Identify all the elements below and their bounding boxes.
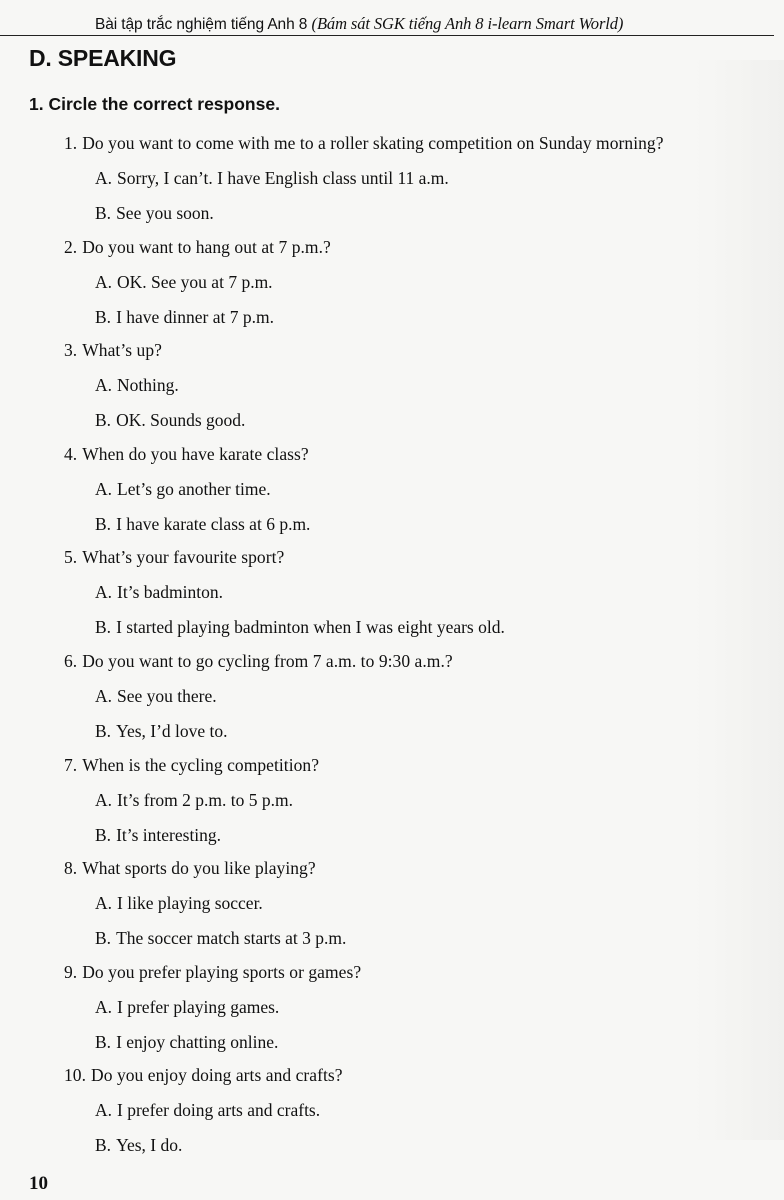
option-a[interactable] <box>95 686 217 707</box>
question-number: 10. <box>64 1065 87 1085</box>
option-text: Sorry, I can’t. I have English class until 11 a.m. <box>117 168 449 188</box>
option-letter: A. <box>95 790 113 810</box>
option-b[interactable] <box>95 203 214 224</box>
question-number: 4. <box>64 444 78 464</box>
option-letter: A. <box>95 479 113 499</box>
question-item <box>0 340 784 436</box>
question-number: 1. <box>64 133 78 153</box>
question-text <box>64 444 309 465</box>
question-number: 7. <box>64 755 78 775</box>
option-letter: B. <box>95 514 112 534</box>
question-text <box>64 547 284 568</box>
option-letter: B. <box>95 928 112 948</box>
page-header <box>0 0 784 36</box>
question-text <box>64 1065 343 1086</box>
option-b[interactable] <box>95 928 346 949</box>
option-letter: A. <box>95 893 113 913</box>
question-item <box>0 133 784 229</box>
option-text: It’s interesting. <box>116 825 222 845</box>
option-text: Yes, I do. <box>116 1135 183 1155</box>
option-b[interactable] <box>95 617 505 638</box>
option-letter: B. <box>95 721 112 741</box>
option-text: I have karate class at 6 p.m. <box>116 514 311 534</box>
question-prompt: Do you want to go cycling from 7 a.m. to 9:30 a.m.? <box>82 651 453 671</box>
option-letter: B. <box>95 203 112 223</box>
question-item <box>0 962 784 1058</box>
option-text: I have dinner at 7 p.m. <box>116 307 274 327</box>
question-item <box>0 755 784 851</box>
question-text <box>64 133 664 154</box>
book-subtitle: (Bám sát SGK tiếng Anh 8 i-learn Smart World) <box>311 14 624 33</box>
question-prompt: What’s your favourite sport? <box>82 547 285 567</box>
option-text: I enjoy chatting online. <box>116 1032 279 1052</box>
option-text: I prefer doing arts and crafts. <box>117 1100 321 1120</box>
option-a[interactable] <box>95 479 271 500</box>
section-title: D. SPEAKING <box>29 45 177 71</box>
option-letter: A. <box>95 582 113 602</box>
question-number: 2. <box>64 237 78 257</box>
question-item <box>0 547 784 643</box>
option-text: I like playing soccer. <box>117 893 263 913</box>
question-prompt: Do you want to hang out at 7 p.m.? <box>82 237 331 257</box>
option-text: See you there. <box>117 686 217 706</box>
header-title <box>95 14 784 34</box>
option-a[interactable] <box>95 790 293 811</box>
book-title: Bài tập trắc nghiệm tiếng Anh 8 <box>95 16 308 33</box>
option-text: Yes, I’d love to. <box>116 721 228 741</box>
option-text: Let’s go another time. <box>117 479 271 499</box>
question-number: 3. <box>64 340 78 360</box>
option-letter: A. <box>95 272 113 292</box>
option-text: The soccer match starts at 3 p.m. <box>116 928 347 948</box>
option-text: It’s from 2 p.m. to 5 p.m. <box>117 790 293 810</box>
option-letter: B. <box>95 1032 112 1052</box>
question-prompt: Do you prefer playing sports or games? <box>82 962 362 982</box>
option-b[interactable] <box>95 825 221 846</box>
option-letter: A. <box>95 686 113 706</box>
option-letter: B. <box>95 617 112 637</box>
option-text: OK. See you at 7 p.m. <box>117 272 273 292</box>
question-text <box>64 755 319 776</box>
option-b[interactable] <box>95 1032 278 1053</box>
option-b[interactable] <box>95 721 228 742</box>
option-b[interactable] <box>95 1135 182 1156</box>
option-letter: A. <box>95 1100 113 1120</box>
question-item <box>0 444 784 540</box>
option-text: I started playing badminton when I was eight years old. <box>116 617 505 637</box>
question-prompt: When is the cycling competition? <box>82 755 320 775</box>
question-item <box>0 858 784 954</box>
option-letter: A. <box>95 168 113 188</box>
question-number: 6. <box>64 651 78 671</box>
question-text <box>64 858 316 879</box>
option-a[interactable] <box>95 582 223 603</box>
question-number: 5. <box>64 547 78 567</box>
question-text <box>64 962 361 983</box>
option-b[interactable] <box>95 307 274 328</box>
option-b[interactable] <box>95 514 310 535</box>
option-letter: A. <box>95 375 113 395</box>
exercise-title: 1. Circle the correct response. <box>29 94 280 114</box>
option-text: OK. Sounds good. <box>116 410 246 430</box>
question-prompt: Do you enjoy doing arts and crafts? <box>91 1065 343 1085</box>
question-item <box>0 237 784 333</box>
option-text: It’s badminton. <box>117 582 223 602</box>
option-a[interactable] <box>95 272 273 293</box>
question-number: 9. <box>64 962 78 982</box>
question-text <box>64 651 453 672</box>
question-prompt: What sports do you like playing? <box>82 858 316 878</box>
option-a[interactable] <box>95 168 449 189</box>
question-item <box>0 651 784 747</box>
question-prompt: When do you have karate class? <box>82 444 309 464</box>
option-letter: B. <box>95 1135 112 1155</box>
option-letter: B. <box>95 410 112 430</box>
question-text <box>64 237 331 258</box>
option-a[interactable] <box>95 375 179 396</box>
header-divider <box>0 35 774 36</box>
option-a[interactable] <box>95 1100 320 1121</box>
question-prompt: Do you want to come with me to a roller skating competition on Sunday morning? <box>82 133 664 153</box>
option-text: I prefer playing games. <box>117 997 280 1017</box>
option-b[interactable] <box>95 410 245 431</box>
option-text: See you soon. <box>116 203 214 223</box>
option-letter: B. <box>95 307 112 327</box>
question-item <box>0 1065 784 1161</box>
option-letter: B. <box>95 825 112 845</box>
question-text <box>64 340 162 361</box>
option-text: Nothing. <box>117 375 179 395</box>
question-prompt: What’s up? <box>82 340 162 360</box>
page-number: 10 <box>29 1173 48 1194</box>
option-letter: A. <box>95 997 113 1017</box>
question-number: 8. <box>64 858 78 878</box>
option-a[interactable] <box>95 997 279 1018</box>
option-a[interactable] <box>95 893 263 914</box>
